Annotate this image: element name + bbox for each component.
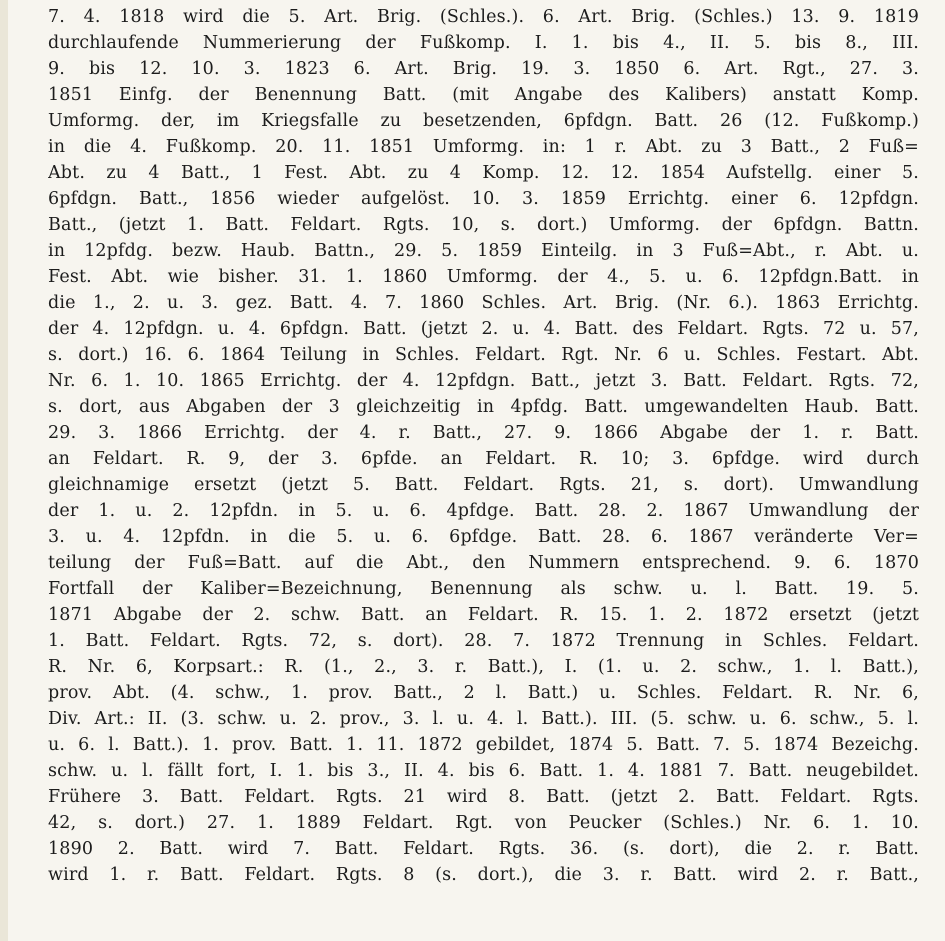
text-line: prov. Abt. (4. schw., 1. prov. Batt., 2 l. Batt.) u. Schles. Feldart. R. Nr. 6, [48, 683, 919, 703]
text-line: 6pfdgn. Batt., 1856 wieder aufgelöst. 10. 3. 1859 Errichtg. einer 6. 12pfdgn. [48, 189, 919, 209]
text-line: in die 4. Fußkomp. 20. 11. 1851 Umformg. in: 1 r. Abt. zu 3 Batt., 2 Fuß= [48, 137, 919, 157]
text-line: Div. Art.: II. (3. schw. u. 2. prov., 3. l. u. 4. l. Batt.). III. (5. schw. u. 6. schw., 5. l. [48, 709, 919, 729]
body-text [48, 4, 919, 888]
text-line: R. Nr. 6, Korpsart.: R. (1., 2., 3. r. Batt.), I. (1. u. 2. schw., 1. l. Batt.), [48, 657, 919, 677]
text-line: Abt. zu 4 Batt., 1 Fest. Abt. zu 4 Komp. 12. 12. 1854 Aufstellg. einer 5. [48, 163, 919, 183]
text-line: Umformg. der, im Kriegsfalle zu besetzenden, 6pfdgn. Batt. 26 (12. Fußkomp.) [48, 111, 919, 131]
text-line: schw. u. l. fällt fort, I. 1. bis 3., II. 4. bis 6. Batt. 1. 4. 1881 7. Batt. neugebildet. [48, 761, 919, 781]
text-line: durchlaufende Nummerierung der Fußkomp. I. 1. bis 4., II. 5. bis 8., III. [48, 33, 919, 53]
text-line: Fortfall der Kaliber=Bezeichnung, Benennung als schw. u. l. Batt. 19. 5. [48, 579, 919, 599]
text-line: 9. bis 12. 10. 3. 1823 6. Art. Brig. 19. 3. 1850 6. Art. Rgt., 27. 3. [48, 59, 919, 79]
text-line: 1890 2. Batt. wird 7. Batt. Feldart. Rgts. 36. (s. dort), die 2. r. Batt. [48, 839, 919, 859]
text-line: der 4. 12pfdgn. u. 4. 6pfdgn. Batt. (jetzt 2. u. 4. Batt. des Feldart. Rgts. 72 u. 57, [48, 319, 919, 339]
text-line: 29. 3. 1866 Errichtg. der 4. r. Batt., 27. 9. 1866 Abgabe der 1. r. Batt. [48, 423, 919, 443]
text-line: u. 6. l. Batt.). 1. prov. Batt. 1. 11. 1872 gebildet, 1874 5. Batt. 7. 5. 1874 Bezeichg. [48, 735, 919, 755]
text-line: Nr. 6. 1. 10. 1865 Errichtg. der 4. 12pfdgn. Batt., jetzt 3. Batt. Feldart. Rgts. 72, [48, 371, 919, 391]
text-line: Frühere 3. Batt. Feldart. Rgts. 21 wird 8. Batt. (jetzt 2. Batt. Feldart. Rgts. [48, 787, 919, 807]
text-line: 1. Batt. Feldart. Rgts. 72, s. dort). 28. 7. 1872 Trennung in Schles. Feldart. [48, 631, 919, 651]
text-line: Batt., (jetzt 1. Batt. Feldart. Rgts. 10, s. dort.) Umformg. der 6pfdgn. Battn. [48, 215, 919, 235]
text-line: in 12pfdg. bezw. Haub. Battn., 29. 5. 1859 Einteilg. in 3 Fuß=Abt., r. Abt. u. [48, 241, 919, 261]
text-line: s. dort, aus Abgaben der 3 gleichzeitig in 4pfdg. Batt. umgewandelten Haub. Batt. [48, 397, 919, 417]
text-line: gleichnamige ersetzt (jetzt 5. Batt. Feldart. Rgts. 21, s. dort). Umwandlung [48, 475, 919, 495]
text-line: teilung der Fuß=Batt. auf die Abt., den Nummern entsprechend. 9. 6. 1870 [48, 553, 919, 573]
text-line: die 1., 2. u. 3. gez. Batt. 4. 7. 1860 Schles. Art. Brig. (Nr. 6.). 1863 Errichtg. [48, 293, 919, 313]
text-line: an Feldart. R. 9, der 3. 6pfde. an Feldart. R. 10; 3. 6pfdge. wird durch [48, 449, 919, 469]
text-line: wird 1. r. Batt. Feldart. Rgts. 8 (s. dort.), die 3. r. Batt. wird 2. r. Batt., [48, 865, 919, 885]
text-line: 1871 Abgabe der 2. schw. Batt. an Feldart. R. 15. 1. 2. 1872 ersetzt (jetzt [48, 605, 919, 625]
text-line: 3. u. 4. 12pfdn. in die 5. u. 6. 6pfdge. Batt. 28. 6. 1867 veränderte Ver= [48, 527, 919, 547]
text-line: 7. 4. 1818 wird die 5. Art. Brig. (Schles.). 6. Art. Brig. (Schles.) 13. 9. 1819 [48, 7, 919, 27]
text-line: s. dort.) 16. 6. 1864 Teilung in Schles. Feldart. Rgt. Nr. 6 u. Schles. Festart. Abt. [48, 345, 919, 365]
text-line: 1851 Einfg. der Benennung Batt. (mit Angabe des Kalibers) anstatt Komp. [48, 85, 919, 105]
text-line: der 1. u. 2. 12pfdn. in 5. u. 6. 4pfdge. Batt. 28. 2. 1867 Umwandlung der [48, 501, 919, 521]
text-line: Fest. Abt. wie bisher. 31. 1. 1860 Umformg. der 4., 5. u. 6. 12pfdgn.Batt. in [48, 267, 919, 287]
text-line: 42, s. dort.) 27. 1. 1889 Feldart. Rgt. von Peucker (Schles.) Nr. 6. 1. 10. [48, 813, 919, 833]
